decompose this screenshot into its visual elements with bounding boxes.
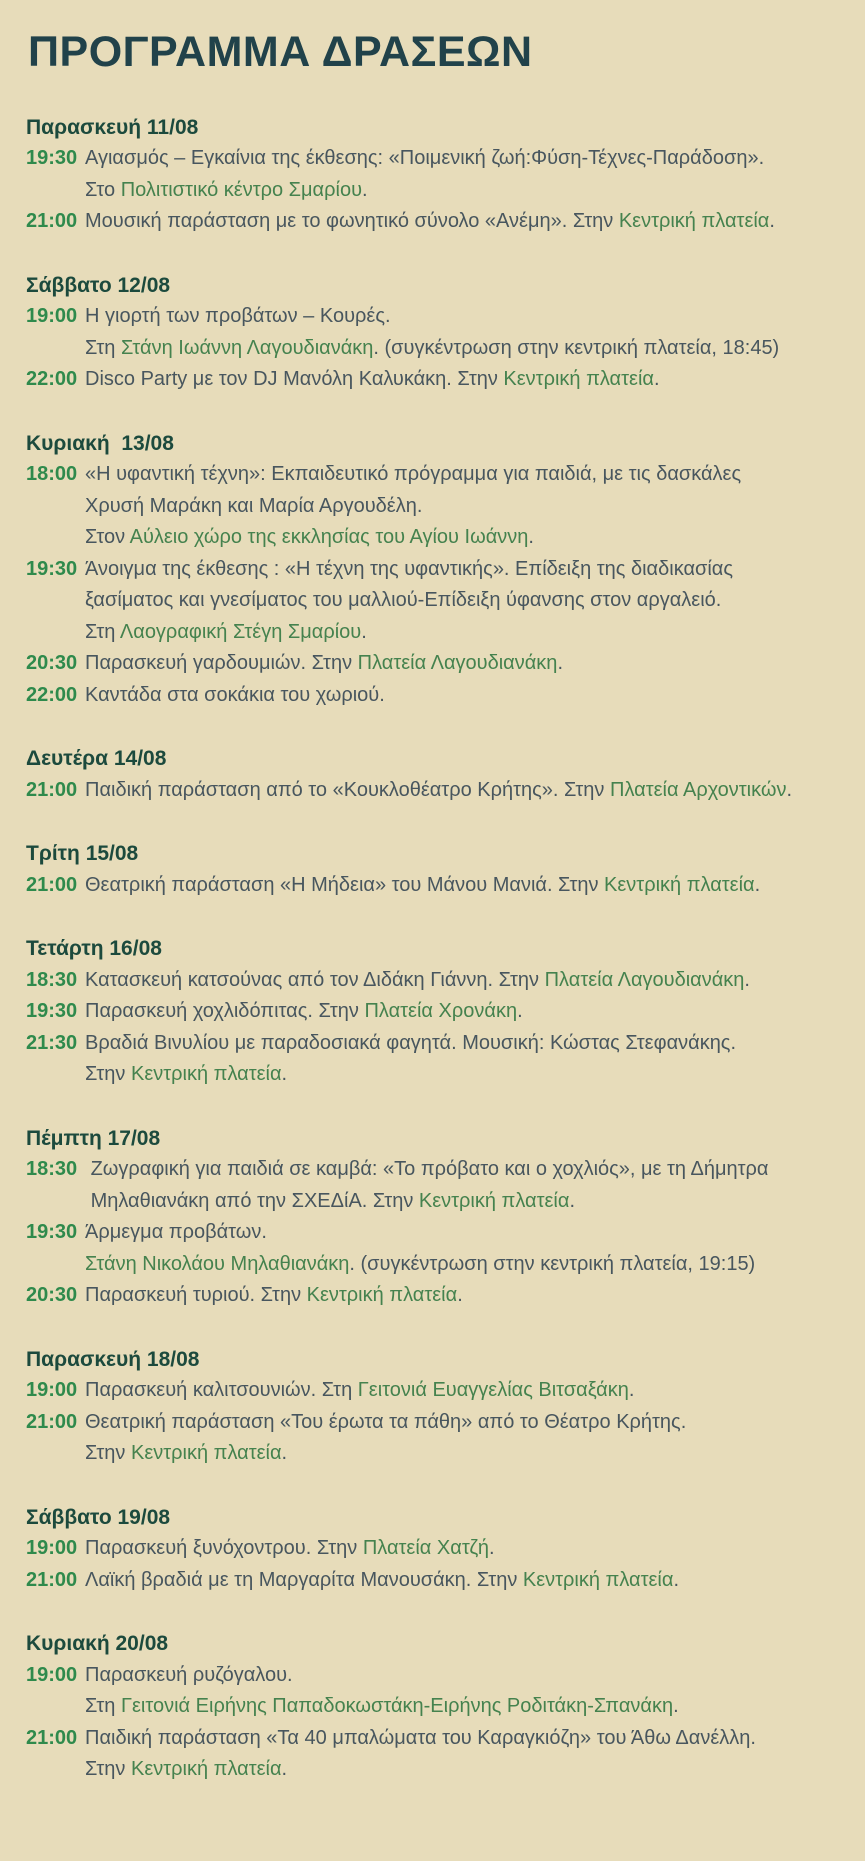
event-location: Στάνη Ιωάννη Λαγουδιανάκη [121, 336, 374, 359]
event-text: Παρασκευή τυριού. Στην [85, 1284, 307, 1307]
event-lines [85, 1217, 845, 1280]
event-location: Κεντρική πλατεία [418, 1189, 570, 1212]
event-text: . [557, 652, 563, 675]
page-title: ΠΡΟΓΡΑΜΜΑ ΔΡΑΣΕΩΝ [28, 28, 533, 76]
event-line [85, 1438, 845, 1470]
event-text: . [653, 368, 660, 391]
event-lines [85, 301, 845, 364]
event-text: Παρασκευή γαρδουμιών. Στην [85, 652, 358, 675]
event-text: . [754, 873, 761, 896]
event-lines [85, 1723, 845, 1786]
event-lines [85, 1407, 845, 1470]
event-text: Στη [85, 620, 120, 643]
event-text: Στο [85, 178, 121, 201]
event-row [26, 206, 845, 238]
event-text: Παρασκευή ξυνόχοντρου. Στην [85, 1537, 363, 1560]
event-time: 19:00 [26, 1379, 78, 1402]
event-lines [85, 775, 845, 807]
event-line [85, 1660, 845, 1692]
event-text: . [281, 1758, 288, 1781]
event-location: Πλατεία Λαγουδιανάκη [544, 968, 745, 991]
event-lines [85, 680, 845, 712]
event-row [26, 1217, 845, 1280]
event-time: 19:30 [26, 147, 78, 170]
event-lines [85, 206, 845, 238]
event-text: Στην [85, 1758, 131, 1781]
event-text: . [517, 1000, 523, 1023]
program-days [26, 112, 845, 1786]
day-label: Τρίτη 15/08 [26, 842, 139, 866]
event-text: Παιδική παράσταση «Τα 40 μπαλώματα του Καραγκιόζη» του Άθω Δανέλλη. [85, 1726, 756, 1749]
event-row [26, 1660, 845, 1723]
event-lines [85, 1028, 845, 1091]
event-row [26, 1565, 845, 1597]
event-location: Κεντρική πλατεία [618, 210, 770, 233]
event-lines [85, 1533, 845, 1565]
event-text: Παρασκευή χοχλιδόπιτας. Στην [85, 1000, 365, 1023]
event-location: Κεντρική πλατεία [131, 1063, 282, 1086]
event-time: 21:00 [26, 210, 78, 233]
event-time: 19:30 [26, 1000, 78, 1023]
event-text: Στην [85, 1063, 131, 1086]
event-text: . [569, 1189, 575, 1212]
event-text: Θεατρική παράσταση «Η Μήδεια» του Μάνου Μανιά. Στην [85, 873, 605, 896]
event-row [26, 648, 845, 680]
event-row [26, 996, 845, 1028]
event-text: Χρυσή Μαράκη και Μαρία Αργουδέλη. [85, 494, 423, 517]
event-lines [85, 459, 845, 554]
event-time: 18:00 [26, 463, 78, 486]
event-line [85, 491, 845, 523]
event-line [85, 1186, 845, 1218]
event-location: Στάνη Νικολάου Μηλαθιανάκη [85, 1252, 350, 1275]
event-text: Κατασκευή κατσούνας από τον Διδάκη Γιάννη. Στην [85, 968, 545, 991]
event-lines [85, 965, 845, 997]
event-row [26, 459, 845, 554]
event-time: 19:00 [26, 305, 78, 328]
day-label: Κυριακή 20/08 [26, 1632, 169, 1656]
event-line [85, 206, 845, 238]
event-line [85, 175, 845, 207]
event-lines [85, 1565, 845, 1597]
day-label: Τετάρτη 16/08 [26, 937, 162, 961]
event-time: 19:30 [26, 557, 78, 580]
event-time: 21:30 [26, 1031, 78, 1054]
event-text: Μηλαθιανάκη από την ΣΧΕΔίΑ. Στην [85, 1189, 419, 1212]
day-section [26, 933, 845, 1091]
event-location: Πλατεία Λαγουδιανάκη [357, 652, 558, 675]
event-time: 20:30 [26, 1284, 78, 1307]
day-section [26, 270, 845, 396]
event-row [26, 1375, 845, 1407]
event-line [85, 1028, 845, 1060]
day-label: Πέμπτη 17/08 [26, 1126, 161, 1150]
event-text: Στην [85, 1442, 131, 1465]
day-section [26, 1502, 845, 1597]
event-text: Ζωγραφική για παιδιά σε καμβά: «Το πρόβατο και ο χοχλιός», με τη Δήμητρα [85, 1158, 769, 1181]
event-lines [85, 1660, 845, 1723]
event-lines [85, 996, 845, 1028]
event-text: Βραδιά Βινυλίου με παραδοσιακά φαγητά. Μουσική: Κώστας Στεφανάκης. [85, 1031, 737, 1054]
event-lines [85, 1280, 845, 1312]
event-time: 18:30 [26, 1158, 78, 1181]
event-line [85, 1154, 845, 1186]
event-location: Πλατεία Χρονάκη [364, 1000, 518, 1023]
event-text: Παρασκευή καλιτσουνιών. Στη [85, 1379, 358, 1402]
event-row [26, 1533, 845, 1565]
event-line [85, 1407, 845, 1439]
event-time: 21:00 [26, 1726, 78, 1749]
event-line [85, 333, 845, 365]
day-label: Σάββατο 19/08 [26, 1505, 171, 1529]
event-text: ξασίματος και γνεσίματος του μαλλιού-Επίδειξη ύφανσης στον αργαλειό. [85, 589, 722, 612]
event-time: 18:30 [26, 968, 78, 991]
event-row [26, 775, 845, 807]
event-line [85, 1249, 845, 1281]
event-line [85, 364, 845, 396]
event-time: 20:30 [26, 652, 78, 675]
event-text: . [281, 1063, 288, 1086]
event-location: Πλατεία Χατζή [362, 1537, 490, 1560]
event-row [26, 301, 845, 364]
event-location: Κεντρική πλατεία [604, 873, 755, 896]
event-line [85, 1059, 845, 1091]
day-label: Σάββατο 12/08 [26, 273, 171, 297]
event-line [85, 1280, 845, 1312]
event-text: . [528, 526, 534, 549]
event-lines [85, 143, 845, 206]
event-text: . (συγκέντρωση στην κεντρική πλατεία, 18:45) [373, 336, 780, 359]
event-line [85, 1754, 845, 1786]
event-line [85, 143, 845, 175]
day-section [26, 112, 845, 238]
event-location: Κεντρική πλατεία [306, 1284, 458, 1307]
event-row [26, 680, 845, 712]
event-text: Θεατρική παράσταση «Του έρωτα τα πάθη» από το Θέατρο Κρήτης. [85, 1410, 687, 1433]
day-section [26, 743, 845, 806]
event-text: Παιδική παράσταση από το «Κουκλοθέατρο Κρήτης». Στην [85, 778, 610, 801]
event-time: 21:00 [26, 873, 78, 896]
event-row [26, 1280, 845, 1312]
event-location: Πλατεία Αρχοντικών [610, 778, 787, 801]
event-text: . (συγκέντρωση στην κεντρική πλατεία, 19:15) [349, 1252, 756, 1275]
event-lines [85, 648, 845, 680]
event-location: Κεντρική πλατεία [131, 1758, 282, 1781]
event-line [85, 585, 845, 617]
event-text: Άρμεγμα προβάτων. [85, 1221, 267, 1244]
event-time: 19:30 [26, 1221, 78, 1244]
event-row [26, 364, 845, 396]
event-text: . [361, 620, 367, 643]
day-section [26, 1123, 845, 1312]
event-line [85, 775, 845, 807]
event-lines [85, 870, 845, 902]
event-text: Η γιορτή των προβάτων – Κουρές. [85, 305, 391, 328]
event-row [26, 1154, 845, 1217]
event-line [85, 554, 845, 586]
event-time: 21:00 [26, 778, 78, 801]
event-location: Αύλειο χώρο της εκκλησίας του Αγίου Ιωάννη [129, 526, 529, 549]
day-section [26, 428, 845, 712]
event-text: Αγιασμός – Εγκαίνια της έκθεσης: «Ποιμενική ζωή:Φύση-Τέχνες-Παράδοση». [85, 147, 765, 170]
event-text: . [673, 1568, 679, 1591]
day-label: Παρασκευή 18/08 [26, 1347, 200, 1371]
event-line [85, 1723, 845, 1755]
event-line [85, 522, 845, 554]
event-location: Γειτονιά Ειρήνης Παπαδοκωστάκη-Ειρήνης Ροδιτάκη-Σπανάκη [121, 1695, 674, 1718]
event-time: 22:00 [26, 368, 78, 391]
event-location: Κεντρική πλατεία [131, 1442, 282, 1465]
event-text: . [281, 1442, 288, 1465]
event-line [85, 301, 845, 333]
event-lines [85, 1375, 845, 1407]
day-label: Παρασκευή 11/08 [26, 115, 199, 139]
event-time: 19:00 [26, 1663, 78, 1686]
event-line [85, 648, 845, 680]
event-location: Γειτονιά Ευαγγελίας Βιτσαξάκη [357, 1379, 629, 1402]
event-lines [85, 364, 845, 396]
event-text: . [769, 210, 775, 233]
event-text: . [362, 178, 368, 201]
event-lines [85, 1154, 845, 1217]
event-row [26, 143, 845, 206]
event-line [85, 965, 845, 997]
event-row [26, 1028, 845, 1091]
event-lines [85, 554, 845, 649]
event-line [85, 1691, 845, 1723]
event-text: «Η υφαντική τέχνη»: Εκπαιδευτικό πρόγραμμα για παιδιά, με τις δασκάλες [85, 463, 742, 486]
event-location: Λαογραφική Στέγη Σμαρίου [119, 620, 362, 643]
event-text: . [489, 1537, 495, 1560]
event-text: Στη [85, 336, 121, 359]
event-time: 21:00 [26, 1410, 78, 1433]
event-text: Καντάδα στα σοκάκια του χωριού. [85, 683, 385, 706]
event-line [85, 996, 845, 1028]
day-section [26, 1344, 845, 1470]
event-line [85, 1217, 845, 1249]
event-text: Παρασκευή ρυζόγαλου. [85, 1663, 293, 1686]
day-label: Δευτέρα 14/08 [26, 747, 167, 771]
event-text: . [628, 1379, 635, 1402]
event-line [85, 1565, 845, 1597]
event-line [85, 680, 845, 712]
event-location: Κεντρική πλατεία [503, 368, 654, 391]
event-text: Στη [85, 1695, 121, 1718]
event-text: Disco Party με τον DJ Μανόλη Καλυκάκη. Στην [85, 368, 504, 391]
event-text: . [786, 778, 793, 801]
event-row [26, 965, 845, 997]
day-section [26, 838, 845, 901]
day-label: Κυριακή 13/08 [26, 431, 174, 455]
event-time: 19:00 [26, 1537, 78, 1560]
event-row [26, 1723, 845, 1786]
event-location: Κεντρική πλατεία [522, 1568, 674, 1591]
event-time: 22:00 [26, 683, 78, 706]
event-text: . [673, 1695, 679, 1718]
event-row [26, 554, 845, 649]
event-row [26, 870, 845, 902]
event-text: Στον [85, 526, 130, 549]
event-text: . [744, 968, 750, 991]
event-time: 21:00 [26, 1568, 78, 1591]
day-section [26, 1628, 845, 1786]
event-row [26, 1407, 845, 1470]
event-line [85, 870, 845, 902]
event-line [85, 617, 845, 649]
event-text: Άνοιγμα της έκθεσης : «Η τέχνη της υφαντικής». Επίδειξη της διαδικασίας [85, 557, 733, 580]
event-line [85, 459, 845, 491]
event-line [85, 1533, 845, 1565]
event-text: . [457, 1284, 463, 1307]
event-line [85, 1375, 845, 1407]
event-text: Μουσική παράσταση με το φωνητικό σύνολο «Ανέμη». Στην [85, 210, 619, 233]
event-text: Λαϊκή βραδιά με τη Μαργαρίτα Μανουσάκη. Στην [85, 1568, 523, 1591]
event-location: Πολιτιστικό κέντρο Σμαρίου [120, 178, 363, 201]
